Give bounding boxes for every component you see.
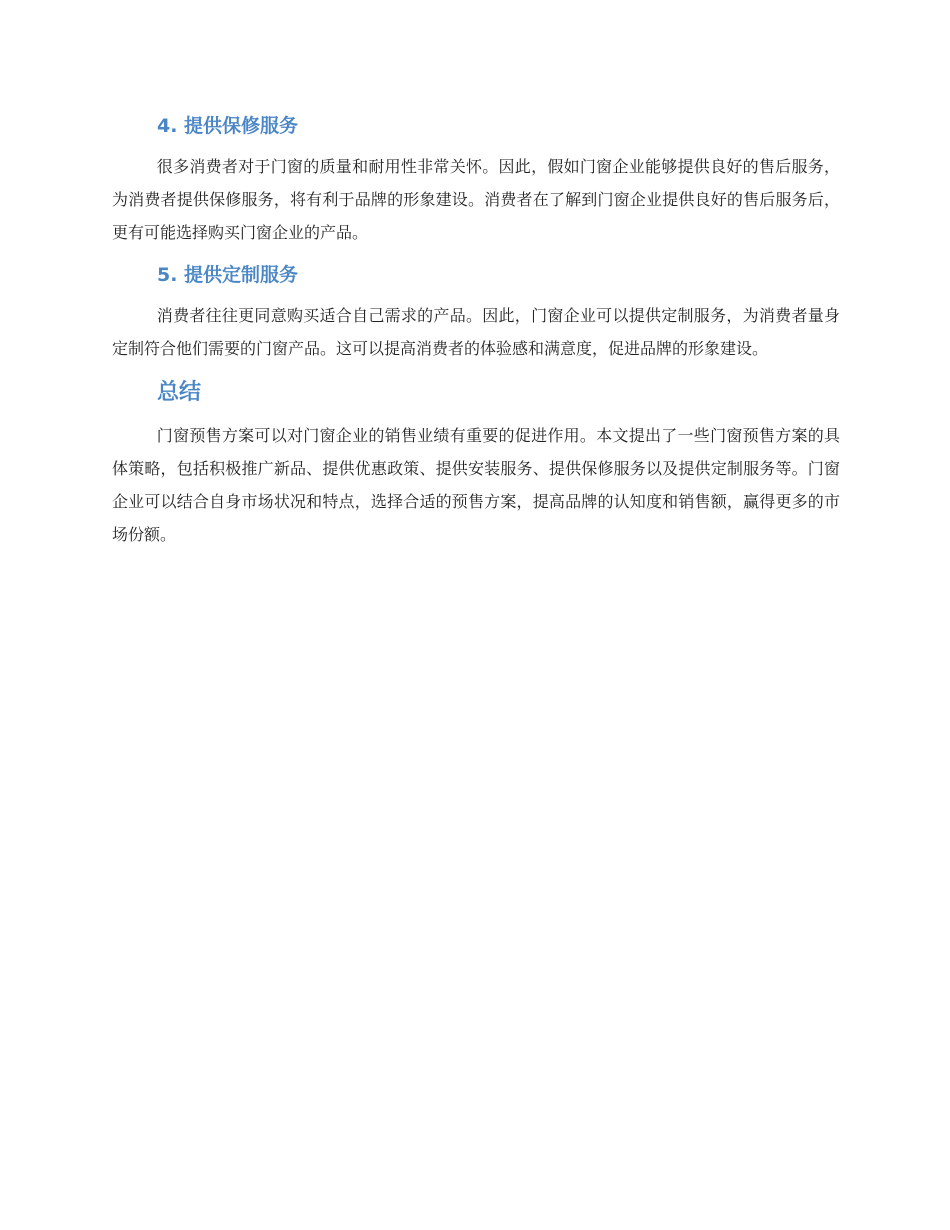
summary-paragraph: 门窗预售方案可以对门窗企业的销售业绩有重要的促进作用。本文提出了一些门窗预售方案的具体策略，包括积极推广新品、提供优惠政策、提供安装服务、提供保修服务以及提供定制服务等。门窗企业可以结合自身市场状况和特点，选择合适的预售方案，提高品牌的认知度和销售额，赢得更多的市场份额。 [112, 426, 840, 544]
section-heading-warranty: 4. 提供保修服务 [157, 115, 299, 137]
document-content [112, 108, 840, 559]
section-paragraph-customization: 消费者往往更同意购买适合自己需求的产品。因此，门窗企业可以提供定制服务，为消费者量身定制符合他们需要的门窗产品。这可以提高消费者的体验感和满意度，促进品牌的形象建设。 [112, 306, 840, 358]
summary-heading: 总结 [157, 380, 202, 405]
section-paragraph-warranty: 很多消费者对于门窗的质量和耐用性非常关怀。因此，假如门窗企业能够提供良好的售后服务，为消费者提供保修服务，将有利于品牌的形象建设。消费者在了解到门窗企业提供良好的售后服务后，更有可能选择购买门窗企业的产品。 [112, 157, 840, 242]
section-heading-customization: 5. 提供定制服务 [157, 264, 299, 286]
